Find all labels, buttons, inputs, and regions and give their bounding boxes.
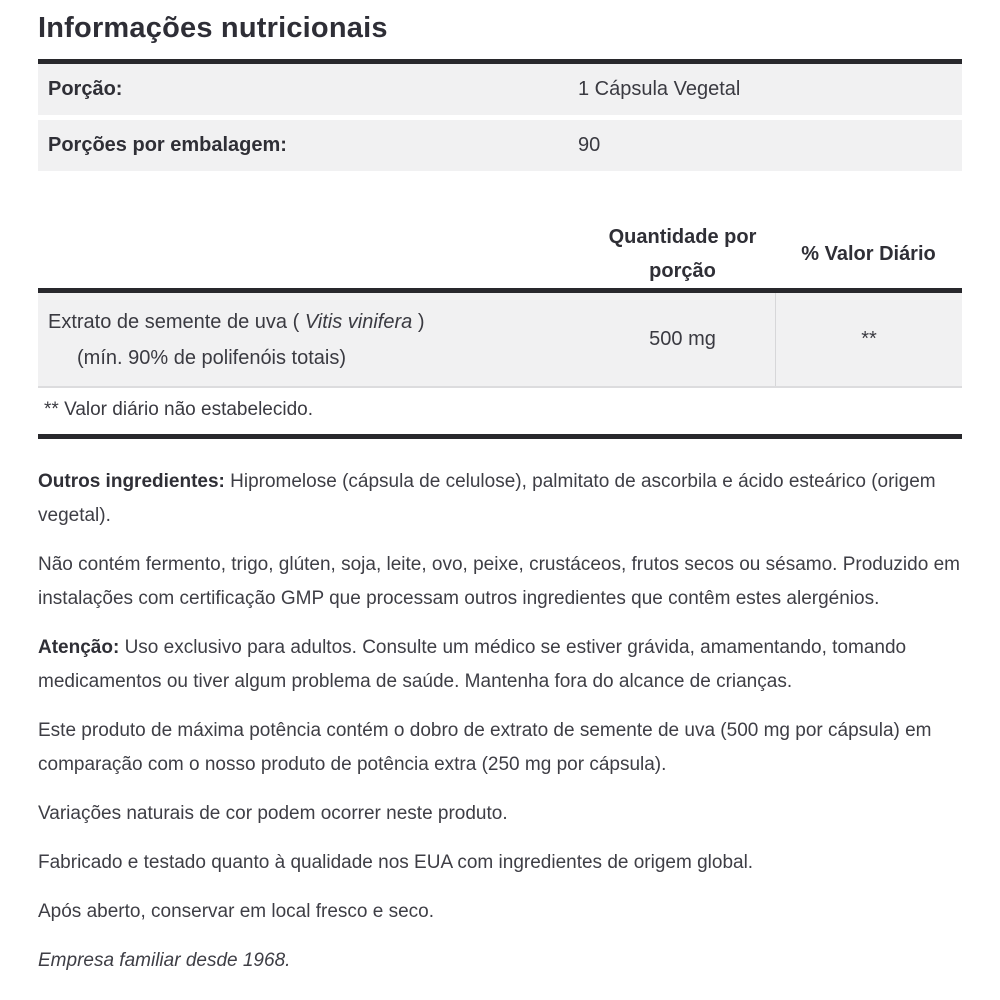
- color-variation-paragraph: Variações naturais de cor podem ocorrer neste produto.: [38, 803, 508, 824]
- servings-per-container-value: 90: [578, 134, 601, 156]
- amount-column-header: Quantidade por porção: [608, 226, 757, 282]
- other-ingredients-lead: Outros ingredientes:: [38, 471, 225, 492]
- family-owned-paragraph: Empresa familiar desde 1968.: [38, 950, 291, 971]
- nutrient-name-line1: Extrato de semente de uva ( Vitis vinifera ): [48, 310, 425, 333]
- serving-size-row: [38, 64, 962, 115]
- page-title: Informações nutricionais: [38, 12, 388, 44]
- serving-size-value: 1 Cápsula Vegetal: [578, 78, 741, 100]
- serving-size-label: Porção:: [48, 78, 123, 100]
- warning-lead: Atenção:: [38, 637, 120, 658]
- daily-value-column-header: % Valor Diário: [801, 243, 936, 265]
- column-header-row: [38, 171, 962, 288]
- allergen-paragraph: Não contém fermento, trigo, glúten, soja, leite, ovo, peixe, crustáceos, frutos secos ou sésamo. Produzido em instalações com certificação GMP que processam outros ingredientes que contêm estes alergénios.: [38, 554, 960, 609]
- made-in-usa-paragraph: Fabricado e testado quanto à qualidade nos EUA com ingredientes de origem global.: [38, 852, 754, 873]
- warning-paragraph: Atenção: Uso exclusivo para adultos. Consulte um médico se estiver grávida, amamentando, tomando medicamentos ou tiver algum problema de saúde. Mantenha fora do alcance de crianças.: [38, 637, 907, 692]
- nutrient-amount: 500 mg: [649, 328, 716, 350]
- table-footnote: ** Valor diário não estabelecido.: [44, 399, 313, 420]
- servings-per-container-label: Porções por embalagem:: [48, 134, 287, 156]
- nutrient-row: [38, 293, 962, 388]
- potency-paragraph: Este produto de máxima potência contém o dobro de extrato de semente de uva (500 mg por cápsula) em comparação com o nosso produto de potência extra (250 mg por cápsula).: [38, 720, 932, 775]
- latin-name: Vitis vinifera: [304, 310, 413, 333]
- info-paragraphs: [38, 439, 962, 978]
- storage-paragraph: Após aberto, conservar em local fresco e seco.: [38, 901, 435, 922]
- other-ingredients-paragraph: Outros ingredientes: Hipromelose (cápsula de celulose), palmitato de ascorbila e ácido esteárico (origem vegetal).: [38, 471, 936, 526]
- nutrient-daily-value: **: [775, 293, 962, 386]
- nutrient-name-line2: (mín. 90% de polifenóis totais): [77, 346, 347, 369]
- servings-per-container-row: [38, 120, 962, 171]
- nutrient-name: [38, 296, 590, 384]
